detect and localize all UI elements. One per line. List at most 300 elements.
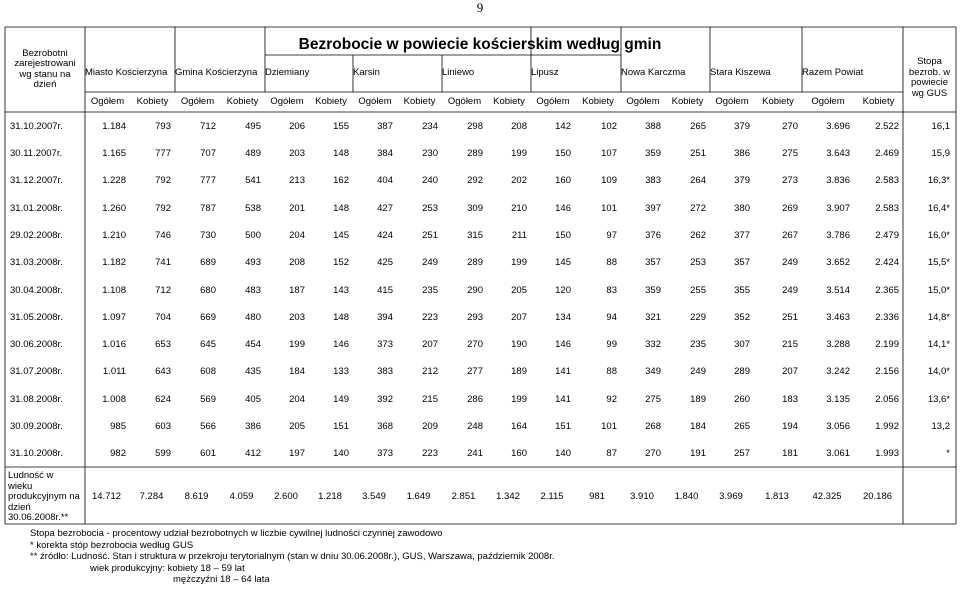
table-cell: 730 — [200, 229, 216, 241]
row-date: 31.10.2007r. — [10, 120, 63, 132]
table-cell: 3.242 — [826, 366, 850, 378]
table-cell: 208 — [511, 120, 527, 132]
table-cell: 2.156 — [875, 366, 899, 378]
table-cell: 249 — [690, 366, 706, 378]
table-cell: 215 — [782, 339, 798, 351]
table-cell: 205 — [511, 284, 527, 296]
table-cell: 255 — [690, 284, 706, 296]
group-header: Liniewo — [442, 67, 475, 79]
footnotes — [30, 528, 555, 586]
table-cell: 83 — [606, 284, 617, 296]
table-cell: 150 — [555, 147, 571, 159]
table-cell: 146 — [555, 339, 571, 351]
table-cell: 645 — [200, 339, 216, 351]
table-cell: 270 — [645, 448, 661, 460]
table-cell: 183 — [782, 393, 798, 405]
table-cell: 298 — [467, 120, 483, 132]
page-number: 9 — [476, 0, 484, 15]
table-cell: 704 — [155, 311, 171, 323]
table-cell: 332 — [645, 339, 661, 351]
table-cell: 248 — [467, 421, 483, 433]
row-date: 30.11.2007r. — [10, 147, 63, 159]
subheader-women: Kobiety — [762, 96, 794, 107]
table-cell: 206 — [289, 120, 305, 132]
table-cell: 1.260 — [102, 202, 126, 214]
table-cell: 251 — [422, 229, 438, 241]
table-cell: 3.652 — [826, 257, 850, 269]
table-cell: 1.011 — [102, 366, 126, 378]
table-cell: 120 — [555, 284, 571, 296]
table-cell: 148 — [333, 202, 349, 214]
rate-cell: 15,0* — [927, 284, 950, 296]
table-cell: 275 — [782, 147, 798, 159]
table-cell: 240 — [422, 175, 438, 187]
table-cell: 164 — [511, 421, 527, 433]
table-cell: 249 — [782, 257, 798, 269]
population-cell: 2.115 — [540, 491, 564, 502]
table-cell: 149 — [333, 393, 349, 405]
table-cell: 94 — [606, 311, 617, 323]
table-cell: 321 — [645, 311, 661, 323]
table-cell: 290 — [467, 284, 483, 296]
table-cell: 102 — [601, 120, 617, 132]
table-cell: 230 — [422, 147, 438, 159]
table-cell: 92 — [606, 393, 617, 405]
table-cell: 427 — [377, 202, 393, 214]
table-cell: 3.514 — [826, 284, 850, 296]
row-date: 31.01.2008r. — [10, 202, 63, 214]
subheader-total: Ogółem — [447, 96, 482, 107]
table-cell: 229 — [690, 311, 706, 323]
row-date: 31.12.2007r. — [10, 175, 63, 187]
row-date: 29.02.2008r. — [10, 229, 63, 241]
table-cell: 601 — [200, 448, 216, 460]
table-cell: 208 — [289, 257, 305, 269]
row-date: 30.06.2008r. — [10, 339, 63, 351]
table-cell: 349 — [645, 366, 661, 378]
table-cell: 357 — [645, 257, 661, 269]
table-cell: 142 — [555, 120, 571, 132]
row-date: 31.03.2008r. — [10, 257, 63, 269]
table-cell: 107 — [601, 147, 617, 159]
subheader-women: Kobiety — [493, 96, 525, 107]
population-cell: 1.840 — [674, 491, 699, 502]
table-cell: 199 — [511, 147, 527, 159]
rate-cell: 13,2 — [931, 421, 950, 433]
group-header: Nowa Karczma — [621, 67, 686, 79]
table-cell: 269 — [782, 202, 798, 214]
footnote-working-age-men: mężczyźni 18 – 64 lata — [173, 574, 270, 585]
table-cell: 368 — [377, 421, 393, 433]
group-header: Miasto Kościerzyna — [85, 67, 168, 79]
table-cell: 387 — [377, 120, 393, 132]
table-cell: 160 — [511, 448, 527, 460]
table-cell: 148 — [333, 311, 349, 323]
rate-header: Stopa bezrob. w powiecie wg GUS — [908, 56, 951, 99]
rate-cell: 14,1* — [927, 339, 950, 351]
table-cell: 412 — [245, 448, 261, 460]
table-cell: 566 — [200, 421, 216, 433]
table-cell: 3.786 — [826, 229, 850, 241]
table-cell: 140 — [333, 448, 349, 460]
group-header: Stara Kiszewa — [710, 67, 771, 79]
rate-cell: 15,9 — [931, 147, 950, 159]
table-cell: 1.016 — [102, 339, 126, 351]
population-cell: 20.186 — [862, 491, 893, 502]
population-cell: 2.851 — [451, 491, 476, 502]
table-cell: 2.583 — [875, 175, 899, 187]
table-cell: 388 — [645, 120, 661, 132]
population-cell: 14.712 — [91, 491, 122, 502]
row-date: 30.04.2008r. — [10, 284, 63, 296]
row-label-header: Bezrobotni zarejestrowani wg stanu na dzień — [14, 47, 76, 90]
table-cell: 373 — [377, 339, 393, 351]
table-cell: 1.097 — [102, 311, 126, 323]
table-cell: 203 — [289, 147, 305, 159]
population-cell: 1.813 — [765, 491, 789, 502]
group-header: Lipusz — [531, 67, 559, 79]
table-cell: 207 — [422, 339, 438, 351]
table-cell: 270 — [782, 120, 798, 132]
table-cell: 3.056 — [826, 421, 850, 433]
table-cell: 152 — [333, 257, 349, 269]
table-cell: 141 — [555, 366, 571, 378]
table-cell: 2.365 — [875, 284, 899, 296]
table-cell: 1.182 — [102, 257, 126, 269]
table-cell: 712 — [200, 120, 216, 132]
table-cell: 2.479 — [875, 229, 899, 241]
table-cell: 787 — [200, 202, 216, 214]
table-cell: 181 — [782, 448, 798, 460]
table-cell: 493 — [245, 257, 261, 269]
table-cell: 134 — [555, 311, 571, 323]
table-cell: 109 — [601, 175, 617, 187]
table-cell: 268 — [645, 421, 661, 433]
table-cell: 309 — [467, 202, 483, 214]
rate-cell: 16,3* — [927, 175, 950, 187]
rate-cell: 16,1 — [931, 120, 950, 132]
table-cell: 2.336 — [875, 311, 899, 323]
table-cell: 286 — [467, 393, 483, 405]
table-cell: 379 — [734, 120, 750, 132]
table-cell: 377 — [734, 229, 750, 241]
table-cell: 87 — [606, 448, 617, 460]
table-cell: 253 — [690, 257, 706, 269]
table-cell: 357 — [734, 257, 750, 269]
table-cell: 384 — [377, 147, 393, 159]
table-cell: 146 — [333, 339, 349, 351]
group-header: Dziemiany — [265, 67, 310, 79]
table-cell: 249 — [422, 257, 438, 269]
table-cell: 404 — [377, 175, 393, 187]
table-cell: 235 — [422, 284, 438, 296]
table-cell: 415 — [377, 284, 393, 296]
table-cell: 483 — [245, 284, 261, 296]
table-cell: 746 — [155, 229, 171, 241]
table-cell: 307 — [734, 339, 750, 351]
table-cell: 359 — [645, 147, 661, 159]
table-cell: 151 — [333, 421, 349, 433]
table-cell: 689 — [200, 257, 216, 269]
table-cell: 653 — [155, 339, 171, 351]
table-cell: 141 — [555, 393, 571, 405]
table-cell: 454 — [245, 339, 261, 351]
table-cell: 150 — [555, 229, 571, 241]
table-cell: 191 — [690, 448, 706, 460]
population-cell: 3.910 — [630, 491, 654, 502]
table-cell: 425 — [377, 257, 393, 269]
subheader-women: Kobiety — [136, 96, 169, 107]
table-cell: 241 — [467, 448, 483, 460]
table-cell: 155 — [333, 120, 349, 132]
table-cell: 394 — [377, 311, 393, 323]
table-cell: 643 — [155, 366, 171, 378]
table-cell: 383 — [645, 175, 661, 187]
table-cell: 480 — [245, 311, 261, 323]
subheader-total: Ogółem — [270, 96, 304, 107]
table-cell: 215 — [422, 393, 438, 405]
table-cell: 793 — [155, 120, 171, 132]
subheader-women: Kobiety — [315, 96, 347, 107]
table-cell: 569 — [200, 393, 216, 405]
table-cell: 1.992 — [875, 421, 899, 433]
table-cell: 162 — [333, 175, 349, 187]
table-cell: 3.643 — [826, 147, 850, 159]
table-cell: 205 — [289, 421, 305, 433]
table-cell: 624 — [155, 393, 171, 405]
table-cell: 1.184 — [102, 120, 126, 132]
rate-cell: 14,8* — [927, 311, 950, 323]
table-cell: 3.463 — [826, 311, 850, 323]
population-cell: 7.284 — [139, 491, 164, 502]
table-cell: 148 — [333, 147, 349, 159]
table-cell: 397 — [645, 202, 661, 214]
table-cell: 264 — [690, 175, 706, 187]
table-cell: 265 — [734, 421, 750, 433]
table-cell: 315 — [467, 229, 483, 241]
population-cell: 1.218 — [318, 491, 342, 502]
table-cell: 289 — [467, 147, 483, 159]
table-cell: 3.135 — [826, 393, 850, 405]
table-cell: 207 — [782, 366, 798, 378]
table-cell: 608 — [200, 366, 216, 378]
table-cell: 207 — [511, 311, 527, 323]
table-cell: 212 — [422, 366, 438, 378]
table-cell: 383 — [377, 366, 393, 378]
table-cell: 3.061 — [826, 448, 850, 460]
table-cell: 712 — [155, 284, 171, 296]
table-cell: 386 — [734, 147, 750, 159]
table-cell: 194 — [782, 421, 798, 433]
table-cell: 197 — [289, 448, 305, 460]
table-cell: 777 — [200, 175, 216, 187]
table-cell: 3.836 — [826, 175, 850, 187]
table-cell: 187 — [289, 284, 305, 296]
table-cell: 405 — [245, 393, 261, 405]
table-title: Bezrobocie w powiecie kościerskim według gmin — [298, 36, 662, 53]
table-cell: 1.165 — [102, 147, 126, 159]
table-cell: 146 — [555, 202, 571, 214]
table-cell: 262 — [690, 229, 706, 241]
table-cell: 669 — [200, 311, 216, 323]
table-cell: 143 — [333, 284, 349, 296]
table-cell: 249 — [782, 284, 798, 296]
table-cell: 251 — [690, 147, 706, 159]
table-cell: 2.522 — [875, 120, 899, 132]
table-cell: 99 — [606, 339, 617, 351]
subheader-total: Ogółem — [90, 96, 125, 107]
table-cell: 373 — [377, 448, 393, 460]
table-cell: 88 — [606, 257, 617, 269]
table-cell: 500 — [245, 229, 261, 241]
population-cell: 8.619 — [184, 491, 209, 502]
row-date: 30.09.2008r. — [10, 421, 63, 433]
table-cell: 260 — [734, 393, 750, 405]
table-cell: 257 — [734, 448, 750, 460]
table-cell: 376 — [645, 229, 661, 241]
table-cell: 2.424 — [875, 257, 899, 269]
table-cell: 392 — [377, 393, 393, 405]
subheader-total: Ogółem — [536, 96, 570, 107]
population-cell: 1.649 — [406, 491, 431, 502]
table-cell: 792 — [155, 202, 171, 214]
subheader-women: Kobiety — [671, 96, 704, 107]
rate-cell: * — [946, 448, 950, 460]
table-cell: 777 — [155, 147, 171, 159]
row-date: 31.05.2008r. — [10, 311, 63, 323]
subheader-women: Kobiety — [862, 96, 895, 107]
table-cell: 275 — [645, 393, 661, 405]
table-cell: 1.108 — [102, 284, 126, 296]
table-cell: 289 — [734, 366, 750, 378]
table-cell: 210 — [511, 202, 527, 214]
rate-cell: 16,4* — [927, 202, 950, 214]
rate-cell: 15,5* — [927, 257, 950, 269]
subheader-women: Kobiety — [403, 96, 436, 107]
table-cell: 190 — [511, 339, 527, 351]
table-cell: 101 — [601, 421, 617, 433]
table-cell: 380 — [734, 202, 750, 214]
table-cell: 3.288 — [826, 339, 850, 351]
table-cell: 359 — [645, 284, 661, 296]
table-cell: 680 — [200, 284, 216, 296]
table-cell: 97 — [606, 229, 617, 241]
footnote-working-age-women: wiek produkcyjny: kobiety 18 – 59 lat — [90, 562, 245, 574]
table-cell: 184 — [690, 421, 706, 433]
table-cell: 985 — [110, 421, 126, 433]
table-cell: 201 — [289, 202, 305, 214]
table-cell: 293 — [467, 311, 483, 323]
table-cell: 101 — [601, 202, 617, 214]
table-cell: 204 — [289, 229, 305, 241]
subheader-total: Ogółem — [180, 96, 215, 107]
table-cell: 3.907 — [826, 202, 850, 214]
table-cell: 88 — [606, 366, 617, 378]
subheader-total: Ogółem — [715, 96, 749, 107]
table-cell: 151 — [555, 421, 571, 433]
table-cell: 213 — [289, 175, 305, 187]
group-header: Gmina Kościerzyna — [175, 67, 258, 79]
table-cell: 352 — [734, 311, 750, 323]
table-cell: 1.210 — [102, 229, 126, 241]
table-cell: 189 — [690, 393, 706, 405]
subheader-total: Ogółem — [626, 96, 660, 107]
rate-cell: 13,6* — [927, 393, 950, 405]
table-cell: 265 — [690, 120, 706, 132]
table-cell: 435 — [245, 366, 261, 378]
table-cell: 489 — [245, 147, 261, 159]
table-cell: 292 — [467, 175, 483, 187]
table-cell: 272 — [690, 202, 706, 214]
table-cell: 189 — [511, 366, 527, 378]
table-cell: 140 — [555, 448, 571, 460]
population-cell: 42.325 — [812, 491, 842, 502]
footnote-gus-correction: * korekta stóp bezrobocia według GUS — [30, 539, 194, 551]
population-cell: 981 — [589, 491, 605, 502]
table-cell: 199 — [289, 339, 305, 351]
table-cell: 386 — [245, 421, 261, 433]
table-cell: 199 — [511, 393, 527, 405]
subheader-women: Kobiety — [582, 96, 614, 107]
table-cell: 1.228 — [102, 175, 126, 187]
table-cell: 202 — [511, 175, 527, 187]
row-date: 31.07.2008r. — [10, 366, 63, 378]
table-cell: 223 — [422, 311, 438, 323]
table-cell: 234 — [422, 120, 438, 132]
table-cell: 145 — [333, 229, 349, 241]
table-cell: 603 — [155, 421, 171, 433]
table-cell: 203 — [289, 311, 305, 323]
table-cell: 2.199 — [875, 339, 899, 351]
table-cell: 160 — [555, 175, 571, 187]
table-cell: 2.583 — [875, 202, 899, 214]
table-cell: 538 — [245, 202, 261, 214]
table-cell: 2.056 — [875, 393, 899, 405]
row-date: 31.10.2008r. — [10, 448, 63, 460]
table-cell: 145 — [555, 257, 571, 269]
subheader-total: Ogółem — [811, 96, 845, 107]
table-cell: 355 — [734, 284, 750, 296]
table-cell: 741 — [155, 257, 171, 269]
population-cell: 3.969 — [719, 491, 743, 502]
table-cell: 209 — [422, 421, 438, 433]
table-cell: 379 — [734, 175, 750, 187]
row-date: 31.08.2008r. — [10, 393, 63, 405]
table-cell: 707 — [200, 147, 216, 159]
table-cell: 199 — [511, 257, 527, 269]
table-cell: 599 — [155, 448, 171, 460]
subheader-total: Ogółem — [358, 96, 392, 107]
table-cell: 277 — [467, 366, 483, 378]
population-row-label: Ludność w wieku produkcyjnym na dzień 30.06.2008r.** — [8, 470, 80, 523]
subheader-women: Kobiety — [226, 96, 259, 107]
table-cell: 982 — [110, 448, 126, 460]
population-cell: 1.342 — [496, 491, 520, 502]
table-cell: 1.008 — [102, 393, 126, 405]
population-cell: 2.600 — [274, 491, 298, 502]
table-cell: 251 — [782, 311, 798, 323]
table-cell: 253 — [422, 202, 438, 214]
table-cell: 3.696 — [826, 120, 850, 132]
footnote-rate-definition: Stopa bezrobocia - procentowy udział bezrobotnych w liczbie cywilnej ludności czynnej zawodowo — [30, 528, 443, 539]
table-cell: 223 — [422, 448, 438, 460]
table-cell: 133 — [333, 366, 349, 378]
table-cell: 235 — [690, 339, 706, 351]
table-cell: 267 — [782, 229, 798, 241]
table-cell: 1.993 — [875, 448, 899, 460]
rate-cell: 14,0* — [927, 366, 950, 378]
table-cell: 204 — [289, 393, 305, 405]
